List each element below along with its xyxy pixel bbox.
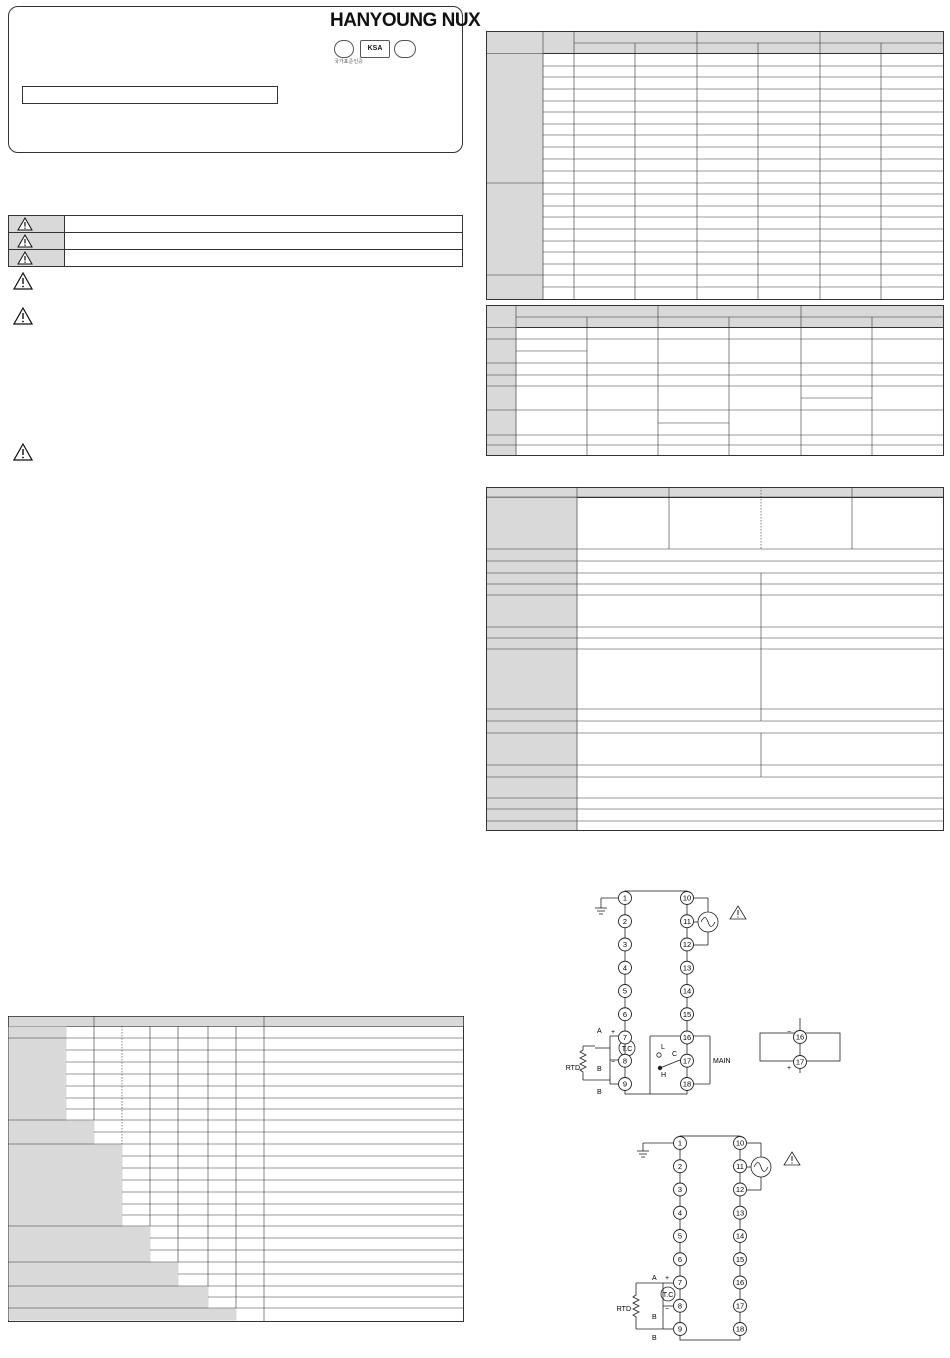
terminal-number: 16 <box>735 1278 745 1288</box>
warning-triangle-icon <box>17 234 33 248</box>
terminal-number: 1 <box>677 1138 683 1148</box>
b-label: B <box>652 1314 657 1321</box>
kc-cert-icon <box>334 40 354 58</box>
warning-triangle-icon <box>13 307 33 325</box>
wiring-diagram-main <box>555 888 855 1098</box>
b-label: B <box>652 1335 657 1342</box>
terminal-number: 7 <box>622 1033 628 1043</box>
minus-label: − <box>611 1059 616 1066</box>
terminal-number: 16 <box>795 1032 805 1042</box>
main-label: MAIN <box>713 1058 731 1065</box>
terminal-number: 11 <box>683 916 691 926</box>
input-range-table <box>486 31 944 301</box>
warning-triangle-icon <box>784 1152 800 1165</box>
terminal-number: 12 <box>682 940 692 950</box>
warning-triangle-icon <box>13 443 33 461</box>
b-label: B <box>597 1066 602 1073</box>
output-table <box>486 305 944 457</box>
h-label: H <box>661 1072 667 1079</box>
minus-label: − <box>665 1306 670 1313</box>
warning-triangle-icon <box>17 251 33 265</box>
a-label: A <box>597 1028 602 1035</box>
wiring-diagram-alt <box>610 1133 830 1343</box>
terminal-number: 8 <box>677 1301 683 1311</box>
cert-caption: 국가표준인증 <box>334 59 363 65</box>
terminal-number: 17 <box>795 1057 805 1067</box>
l-label: L <box>661 1044 665 1051</box>
rtd-label: RTD <box>616 1306 631 1313</box>
plus-label: + <box>611 1029 616 1036</box>
warning-triangle-icon <box>17 217 33 231</box>
terminal-number: 2 <box>677 1161 683 1171</box>
terminal-number: 17 <box>682 1056 692 1066</box>
terminal-number: 2 <box>622 916 628 926</box>
terminal-number: 12 <box>735 1185 745 1195</box>
terminal-number: 17 <box>735 1301 745 1311</box>
brand-logo: HANYOUNG NUX <box>330 10 481 31</box>
terminal-number: 13 <box>735 1208 745 1218</box>
b-label: B <box>597 1089 602 1096</box>
a-label: A <box>652 1275 657 1282</box>
divider <box>9 249 462 250</box>
divider <box>9 232 462 233</box>
terminal-number: 9 <box>622 1079 628 1089</box>
tc-label: T.C <box>662 1292 674 1299</box>
terminal-number: 9 <box>677 1324 683 1334</box>
terminal-number: 5 <box>677 1231 683 1241</box>
plus-label: + <box>787 1065 792 1072</box>
model-bar <box>22 86 278 104</box>
terminal-number: 18 <box>682 1079 692 1089</box>
terminal-number: 1 <box>622 893 628 903</box>
iso-cert-icon <box>394 40 416 58</box>
terminal-number: 15 <box>735 1254 745 1264</box>
terminal-number: 13 <box>682 963 692 973</box>
terminal-number: 16 <box>682 1033 692 1043</box>
terminal-number: 14 <box>682 986 692 996</box>
terminal-number: 15 <box>682 1009 692 1019</box>
terminal-number: 3 <box>677 1185 683 1195</box>
terminal-number: 8 <box>622 1056 628 1066</box>
terminal-number: 3 <box>622 940 628 950</box>
terminal-number: 10 <box>735 1138 745 1148</box>
ksa-cert: KSA <box>360 40 390 58</box>
c-label: C <box>672 1051 678 1058</box>
minus-label: − <box>787 1029 792 1036</box>
specification-table <box>486 487 944 832</box>
plus-label: + <box>665 1275 670 1282</box>
terminal-number: 4 <box>677 1208 683 1218</box>
terminal-number: 7 <box>677 1278 683 1288</box>
suffix-code-table <box>8 1016 464 1322</box>
warning-triangle-icon <box>13 272 33 290</box>
terminal-number: 5 <box>622 986 628 996</box>
rtd-label: RTD <box>565 1065 580 1072</box>
safety-table <box>8 215 463 267</box>
terminal-number: 4 <box>622 963 628 973</box>
terminal-number: 11 <box>736 1161 744 1171</box>
terminal-number: 10 <box>682 893 692 903</box>
warning-triangle-icon <box>730 906 746 919</box>
terminal-number: 6 <box>677 1254 683 1264</box>
terminal-number: 6 <box>622 1009 628 1019</box>
tc-label: T.C <box>621 1046 633 1053</box>
terminal-number: 18 <box>735 1324 745 1334</box>
terminal-number: 14 <box>735 1231 745 1241</box>
